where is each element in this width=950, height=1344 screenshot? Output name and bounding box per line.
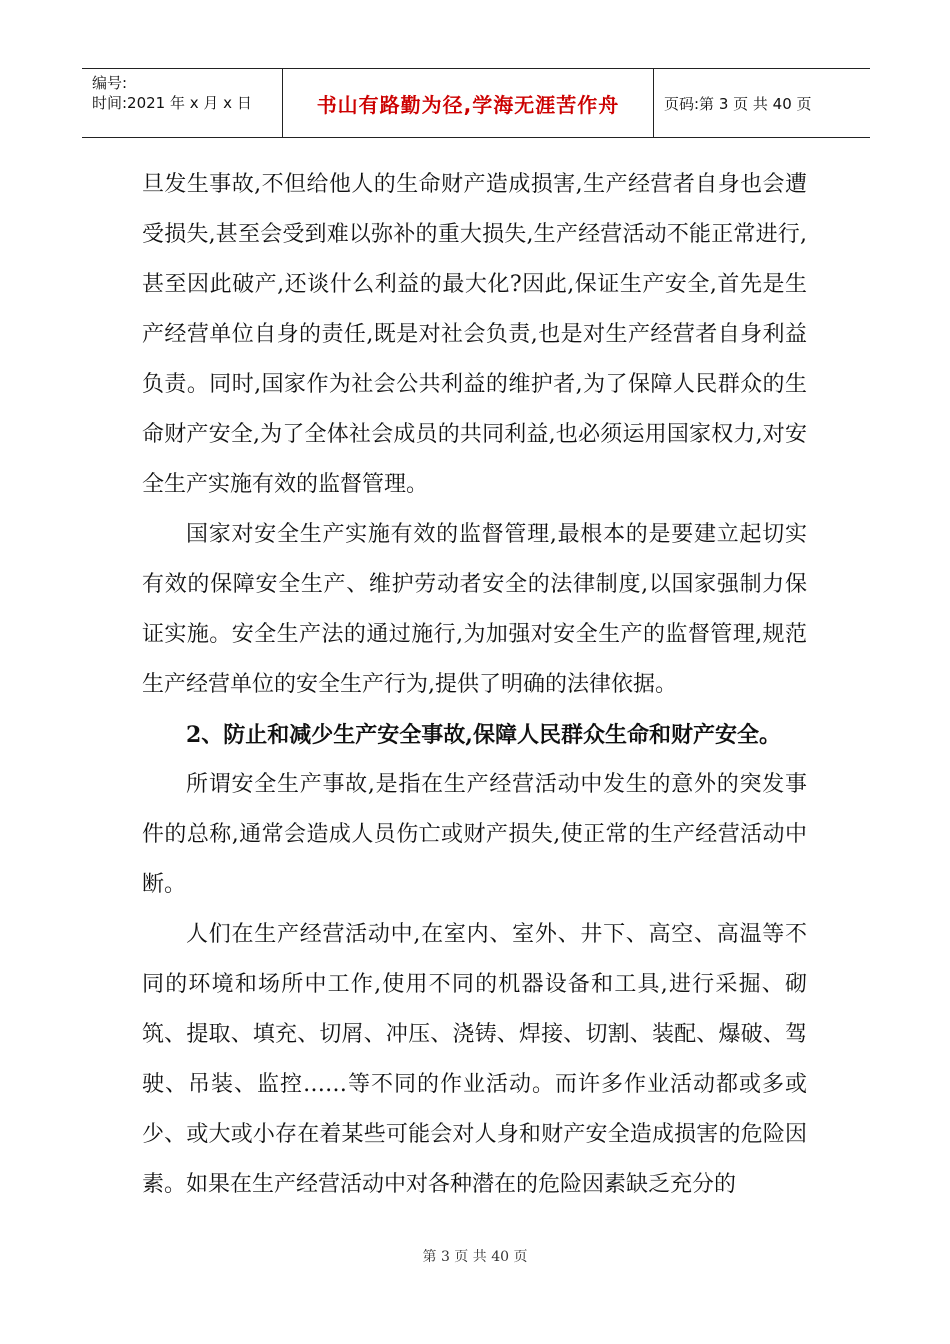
header-page-info: 页码:第 3 页 共 40 页 [664, 94, 812, 113]
paragraph: 人们在生产经营活动中,在室内、室外、井下、高空、高温等不同的环境和场所中工作,使用不同的机器设备和工具,进行采掘、砌筑、提取、填充、切屑、冲压、浇铸、焊接、切割、装配、爆破、驾驶、吊装、监控……等不同的作业活动。而许多作业活动都或多或少、或大或小存在着某些可能会对人身和财产安全造成损害的危险因素。如果在生产经营活动中对各种潜在的危险因素缺乏充分的 [142, 922, 807, 1197]
document-body [142, 160, 807, 1210]
page-footer: 第 3 页 共 40 页 [422, 1249, 528, 1265]
section-heading: 2、防止和减少生产安全事故,保障人民群众生命和财产安全。 [186, 722, 781, 748]
header-meta [82, 69, 282, 137]
paragraph: 所谓安全生产事故,是指在生产经营活动中发生的意外的突发事件的总称,通常会造成人员伤亡或财产损失,使正常的生产经营活动中断。 [142, 772, 807, 897]
paragraph-continuation: 旦发生事故,不但给他人的生命财产造成损害,生产经营者自身也会遭受损失,甚至会受到难以弥补的重大损失,生产经营活动不能正常进行,甚至因此破产,还谈什么利益的最大化?因此,保证生产安全,首先是生产经营单位自身的责任,既是对社会负责,也是对生产经营者自身利益负责。同时,国家作为社会公共利益的维护者,为了保障人民群众的生命财产安全,为了全体社会成员的共同利益,也必须运用国家权力,对安全生产实施有效的监督管理。 [142, 172, 807, 497]
header-motto: 书山有路勤为径,学海无涯苦作舟 [282, 69, 654, 137]
time-label: 时间:2021 年 x 月 x 日 [92, 94, 252, 112]
number-label: 编号: [92, 74, 128, 92]
paragraph: 国家对安全生产实施有效的监督管理,最根本的是要建立起切实有效的保障安全生产、维护劳动者安全的法律制度,以国家强制力保证实施。安全生产法的通过施行,为加强对安全生产的监督管理,规范生产经营单位的安全生产行为,提供了明确的法律依据。 [142, 522, 807, 697]
document-header [82, 68, 870, 138]
